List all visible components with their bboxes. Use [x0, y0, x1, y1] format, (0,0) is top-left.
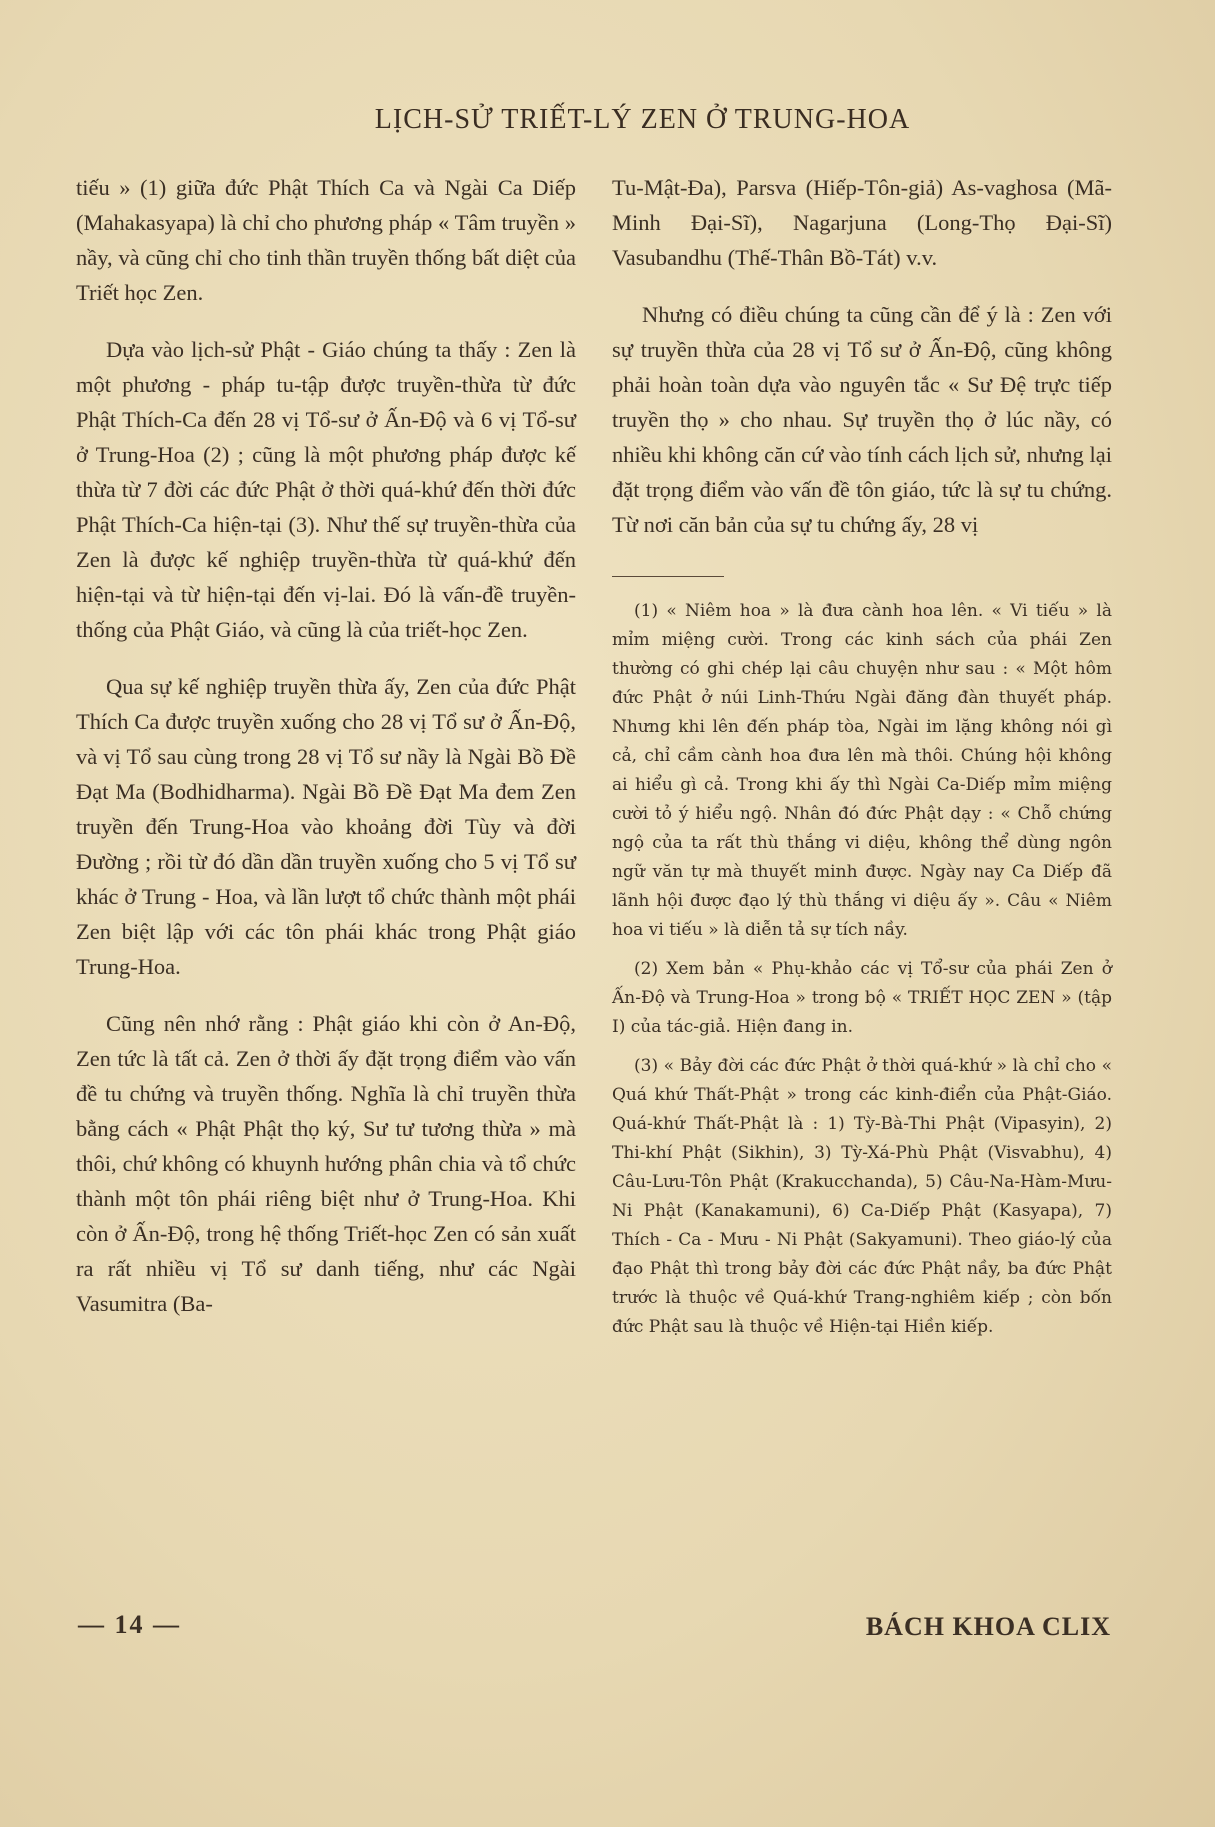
page-header: [0, 104, 1215, 136]
left-column: [76, 170, 576, 1343]
footnote-divider: [612, 576, 724, 577]
paragraph: Qua sự kế nghiệp truyền thừa ấy, Zen của đức Phật Thích Ca được truyền xuống cho 28 vị Tổ sư ở Ấn-Độ, và vị Tổ sau cùng trong 28 vị Tổ sư nầy là Ngài Bồ Đề Đạt Ma (Bodhidharma). Ngài Bồ Đề Đạt Ma đem Zen truyền đến Trung-Hoa vào khoảng đời Tùy và đời Đường ; rồi từ đó dần dần truyền xuống cho 5 vị Tổ sư khác ở Trung - Hoa, và lần lượt tổ chức thành một phái Zen biệt lập với các tôn phái khác trong Phật giáo Trung-Hoa.: [76, 674, 576, 979]
paragraph: Dựa vào lịch-sử Phật - Giáo chúng ta thấy : Zen là một phương - pháp tu-tập được truyền-thừa từ đức Phật Thích-Ca đến 28 vị Tổ-sư ở Ấn-Độ và 6 vị Tổ-sư ở Trung-Hoa (2) ; cũng là một phương pháp được kế thừa từ 7 đời các đức Phật ở thời quá-khứ đến thời đức Phật Thích-Ca hiện-tại (3). Như thế sự truyền-thừa của Zen là được kế nghiệp truyền-thừa từ quá-khứ đến hiện-tại và từ hiện-tại đến vị-lai. Đó là vấn-đề truyền-thống của Phật Giáo, và cũng là của triết-học Zen.: [76, 337, 576, 642]
paragraph: tiếu » (1) giữa đức Phật Thích Ca và Ngài Ca Diếp (Mahakasyapa) là chỉ cho phương pháp « Tâm truyền » nầy, và cũng chỉ cho tinh thần truyền thống bất diệt của Triết học Zen.: [76, 175, 576, 305]
footnote: (1) « Niêm hoa » là đưa cành hoa lên. « Vi tiếu » là mỉm miệng cười. Trong các kinh sách của phái Zen thường có ghi chép lại câu chuyện như sau : « Một hôm đức Phật ở núi Linh-Thứu Ngài đăng đàn thuyết pháp. Nhưng khi lên đến pháp tòa, Ngài im lặng không nói gì cả, chỉ cầm cành hoa đưa lên mà thôi. Chúng hội không ai hiểu gì cả. Trong khi ấy thì Ngài Ca-Diếp mỉm miệng cười tỏ ý hiểu ngộ. Nhân đó đức Phật dạy : « Chỗ chứng ngộ của ta rất thù thắng vi diệu, không thể dùng ngôn ngữ văn tự mà thuyết minh được. Ngày nay Ca Diếp đã lãnh hội được đạo lý thù thắng vi diệu ấy ». Câu « Niêm hoa vi tiếu » là diễn tả sự tích nầy.: [612, 601, 1112, 940]
footnotes: [612, 597, 1112, 1342]
page-number: — 14 —: [78, 1610, 181, 1639]
paragraph: Cũng nên nhớ rằng : Phật giáo khi còn ở An-Độ, Zen tức là tất cả. Zen ở thời ấy đặt trọng điểm vào vấn đề tu chứng và truyền thống. Nghĩa là chỉ truyền thừa bằng cách « Phật Phật thọ ký, Sư tư tương thừa » mà thôi, chứ không có khuynh hướng phân chia và tổ chức thành một tôn phái riêng biệt như ở Trung-Hoa. Khi còn ở Ấn-Độ, trong hệ thống Triết-học Zen có sản xuất ra rất nhiều vị Tổ sư danh tiếng, như các Ngài Vasumitra (Ba-: [76, 1011, 576, 1316]
paragraph: Nhưng có điều chúng ta cũng cần để ý là : Zen với sự truyền thừa của 28 vị Tổ sư ở Ấn-Độ, cũng không phải hoàn toàn dựa vào nguyên tắc « Sư Đệ trực tiếp truyền thọ » cho nhau. Sự truyền thọ ở lúc nầy, có nhiều khi không căn cứ vào tính cách lịch sử, nhưng lại đặt trọng điểm vào vấn đề tôn giáo, tức là sự tu chứng. Từ nơi căn bản của sự tu chứng ấy, 28 vị: [612, 302, 1112, 537]
footnote: (2) Xem bản « Phụ-khảo các vị Tổ-sư của phái Zen ở Ấn-Độ và Trung-Hoa » trong bộ « TRIẾT HỌC ZEN » (tập I) của tác-giả. Hiện đang in.: [612, 959, 1112, 1037]
footnote: (3) « Bảy đời các đức Phật ở thời quá-khứ » là chỉ cho « Quá khứ Thất-Phật » trong các kinh-điển của Phật-Giáo. Quá-khứ Thất-Phật là : 1) Tỳ-Bà-Thi Phật (Vipasyin), 2) Thi-khí Phật (Sikhin), 3) Tỳ-Xá-Phù Phật (Visvabhu), 4) Câu-Lưu-Tôn Phật (Krakucchanda), 5) Câu-Na-Hàm-Mưu-Ni Phật (Kanakamuni), 6) Ca-Diếp Phật (Kasyapa), 7) Thích - Ca - Mưu - Ni Phật (Sakyamuni). Theo giáo-lý của đạo Phật thì trong bảy đời các đức Phật nầy, ba đức Phật trước là thuộc về Quá-khứ Trang-nghiêm kiếp ; còn bốn đức Phật sau là thuộc về Hiện-tại Hiền kiếp.: [612, 1056, 1112, 1337]
right-column: [612, 170, 1112, 1352]
running-title: LỊCH-SỬ TRIẾT-LÝ ZEN Ở TRUNG-HOA: [374, 104, 911, 135]
paragraph: Tu-Mật-Đa), Parsva (Hiếp-Tôn-giả) As-vaghosa (Mã-Minh Đại-Sĩ), Nagarjuna (Long-Thọ Đại-Sĩ) Vasubandhu (Thế-Thân Bồ-Tát) v.v.: [612, 175, 1112, 270]
publication-name: BÁCH KHOA CLIX: [865, 1612, 1111, 1641]
